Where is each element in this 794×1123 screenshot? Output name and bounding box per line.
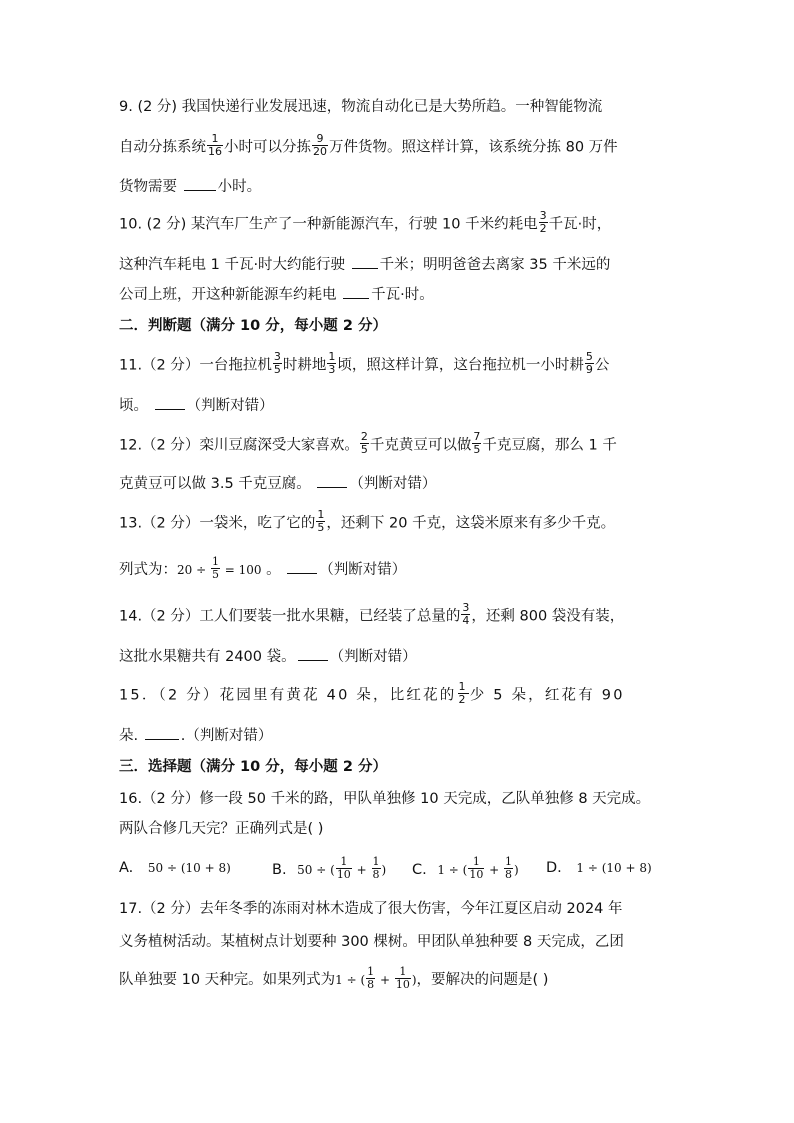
denominator: 10 <box>469 868 484 881</box>
q11-text: 顷，照这样计算，这台拖拉机一小时耕 <box>337 357 584 374</box>
denominator: 20 <box>313 145 327 158</box>
q14-text: 14.（2 分）工人们要装一批水果糖，已经装了总量的 <box>119 608 461 625</box>
q11-text: 顷。 <box>119 398 153 414</box>
answer-blank[interactable] <box>298 646 328 661</box>
q12-text: 12.（2 分）栾川豆腐深受大家喜欢。 <box>119 437 359 454</box>
q11-text: （判断对错） <box>186 398 274 414</box>
denominator: 5 <box>317 521 325 534</box>
numerator: 1 <box>395 966 411 979</box>
q9-line1 <box>119 97 602 117</box>
q10-line3 <box>119 284 434 305</box>
numerator: 2 <box>360 430 368 443</box>
formula <box>177 555 262 581</box>
q15-text: 少 5 朵，红花有 90 <box>469 687 625 704</box>
q10-text: 千瓦·时。 <box>371 287 434 303</box>
denominator: 5 <box>211 568 219 581</box>
q17-text: 队单独要 10 天种完。如果列式为 <box>119 972 336 988</box>
q10-text: 公司上班，开这种新能源车约耗电 <box>119 287 342 303</box>
q12-line1 <box>119 430 617 458</box>
q9-text: 9. (2 分) 我国快递行业发展迅速，物流自动化已是大势所趋。一种智能物流 <box>119 99 603 115</box>
q16-text: 两队合修几天完？正确列式是( ) <box>119 821 324 837</box>
denominator: 3 <box>328 363 336 376</box>
denominator: 5 <box>273 363 281 376</box>
numerator: 5 <box>585 350 593 363</box>
option-label: B. <box>272 862 287 878</box>
option-formula <box>437 855 519 881</box>
denominator: 9 <box>585 363 593 376</box>
q11-line1 <box>119 350 610 378</box>
fraction <box>372 856 381 881</box>
denominator: 4 <box>462 614 470 627</box>
numerator: 1 <box>505 855 513 868</box>
answer-blank[interactable] <box>155 395 185 410</box>
fraction <box>539 210 548 235</box>
numerator: 1 <box>468 856 484 869</box>
fraction <box>211 556 220 581</box>
fraction <box>458 681 469 706</box>
formula-part: ) <box>411 973 417 987</box>
option-label: D. <box>546 860 562 876</box>
option-formula: 1 ÷ (10 + 8) <box>576 861 652 875</box>
numerator: 1 <box>317 508 325 521</box>
q9-text-b: 小时可以分拣 <box>224 139 311 156</box>
numerator: 1 <box>328 350 336 363</box>
numerator: 9 <box>312 133 328 146</box>
formula-part: + <box>352 863 371 877</box>
q12-text: 千克黄豆可以做 <box>369 437 472 454</box>
numerator: 3 <box>273 350 281 363</box>
numerator: 3 <box>462 601 470 614</box>
answer-blank[interactable] <box>343 284 369 299</box>
numerator: 3 <box>539 209 547 222</box>
section-heading-choice: 三．选择题（满分 10 分，每小题 2 分） <box>119 759 387 775</box>
fraction <box>585 351 594 376</box>
answer-blank[interactable] <box>145 725 179 740</box>
option-formula <box>297 855 387 881</box>
fraction <box>207 133 223 158</box>
q13-text: 13.（2 分）一袋米，吃了它的 <box>119 515 316 532</box>
formula-part: ) <box>381 863 387 877</box>
numerator: 1 <box>336 856 352 869</box>
q11-text: 时耕地 <box>282 357 327 374</box>
q14-line2 <box>119 646 417 667</box>
q10-text: 千米；明明爸爸去离家 35 千米远的 <box>379 257 611 273</box>
q9-text-a: 自动分拣系统 <box>119 139 206 156</box>
q9-line2 <box>119 132 618 160</box>
q9-text: 小时。 <box>217 179 262 195</box>
formula-part: ) <box>514 863 519 877</box>
formula-part: = 100 <box>220 563 262 577</box>
numerator: 1 <box>207 133 223 146</box>
option-b[interactable] <box>272 855 387 883</box>
q14-text: 这批水果糖共有 2400 袋。 <box>119 649 296 665</box>
option-c[interactable] <box>412 855 519 883</box>
answer-blank[interactable] <box>317 473 347 488</box>
q11-line2 <box>119 395 274 416</box>
q11-text: 11.（2 分）一台拖拉机 <box>119 357 272 374</box>
numerator: 1 <box>367 965 375 978</box>
fraction <box>504 856 513 881</box>
q12-text: （判断对错） <box>349 476 437 492</box>
q16-line2 <box>119 819 323 839</box>
q15-text: 15．（2 分）花园里有黄花 40 朵，比红花的 <box>119 687 457 704</box>
q17-text: ，要解决的问题是( ) <box>416 972 549 988</box>
fraction <box>273 351 282 376</box>
denominator: 10 <box>395 978 410 991</box>
q16-text: 16.（2 分）修一段 50 千米的路，甲队单独修 10 天完成，乙队单独修 8 天完成。 <box>119 791 651 807</box>
formula-part: 50 ÷ ( <box>297 863 335 877</box>
q12-line2 <box>119 473 436 494</box>
q13-text: 。 <box>261 562 286 578</box>
q17-text: 17.（2 分）去年冬季的冻雨对林木造成了很大伤害，今年江夏区启动 2024 年 <box>119 901 623 917</box>
fraction <box>316 509 325 534</box>
option-d[interactable] <box>546 858 652 878</box>
option-formula: 50 ÷ (10 + 8) <box>147 861 231 875</box>
answer-blank[interactable] <box>352 254 378 269</box>
q10-line1 <box>119 209 612 237</box>
option-a[interactable] <box>119 858 231 878</box>
numerator: 1 <box>211 555 219 568</box>
q11-text: 公 <box>594 357 610 374</box>
q13-text: （判断对错） <box>319 562 407 578</box>
q10-text: 千瓦·时， <box>548 216 612 233</box>
answer-blank[interactable] <box>287 559 317 574</box>
fraction <box>336 856 352 881</box>
section-heading-judgement: 二．判断题（满分 10 分，每小题 2 分） <box>119 318 387 334</box>
q14-text: ，还剩 800 袋没有装， <box>471 608 625 625</box>
denominator: 2 <box>539 222 547 235</box>
fraction <box>472 431 481 456</box>
denominator: 16 <box>208 145 222 158</box>
fraction <box>327 351 336 376</box>
option-label: C. <box>412 862 427 878</box>
q17-line2 <box>119 932 624 952</box>
q14-line1 <box>119 601 625 629</box>
q17-line3 <box>119 965 549 993</box>
q9-text-c: 万件货物。照这样计算，该系统分拣 80 万件 <box>329 139 618 156</box>
denominator: 10 <box>336 868 351 881</box>
denominator: 2 <box>458 693 468 706</box>
q12-text: 克黄豆可以做 3.5 千克豆腐。 <box>119 476 316 492</box>
fraction <box>366 966 375 991</box>
formula-part: + <box>376 973 394 987</box>
q12-text: 千克豆腐，那么 1 千 <box>482 437 617 454</box>
fraction <box>468 856 484 881</box>
q13-line1 <box>119 508 616 536</box>
option-label: A. <box>119 860 134 876</box>
fraction <box>312 133 328 158</box>
numerator: 1 <box>458 680 468 693</box>
denominator: 5 <box>473 443 481 456</box>
q9-text: 货物需要 <box>119 179 182 195</box>
q13-line2 <box>119 555 407 583</box>
answer-blank[interactable] <box>184 176 216 191</box>
q10-text: 这种汽车耗电 1 千瓦·时大约能行驶 <box>119 257 350 273</box>
fraction <box>360 431 369 456</box>
q16-line1 <box>119 789 650 809</box>
formula <box>335 965 417 991</box>
formula-part: + <box>485 863 504 877</box>
denominator: 8 <box>367 978 375 991</box>
formula-part: 20 ÷ <box>177 563 210 577</box>
fraction <box>461 602 470 627</box>
q15-line1 <box>119 680 625 708</box>
q13-text: ，还剩下 20 千克，这袋米原来有多少千克。 <box>326 515 616 532</box>
numerator: 7 <box>473 430 481 443</box>
q14-text: （判断对错） <box>329 649 417 665</box>
q15-line2 <box>119 725 272 746</box>
q9-line3 <box>119 176 261 197</box>
q15-text: 朵. <box>119 728 143 744</box>
q10-line2 <box>119 254 610 275</box>
formula-part: 1 ÷ ( <box>335 973 366 987</box>
denominator: 8 <box>372 868 380 881</box>
q13-text: 列式为： <box>119 562 177 578</box>
numerator: 1 <box>372 855 380 868</box>
q17-text: 义务植树活动。某植树点计划要种 300 棵树。甲团队单独种要 8 天完成，乙团 <box>119 934 624 950</box>
denominator: 5 <box>360 443 368 456</box>
fraction <box>395 966 411 991</box>
q15-text: .（判断对错） <box>180 728 273 744</box>
denominator: 8 <box>505 868 513 881</box>
q17-line1 <box>119 899 623 919</box>
q10-text: 10. (2 分) 某汽车厂生产了一种新能源汽车，行驶 10 千米约耗电 <box>119 216 538 233</box>
formula-part: 1 ÷ ( <box>437 863 468 877</box>
